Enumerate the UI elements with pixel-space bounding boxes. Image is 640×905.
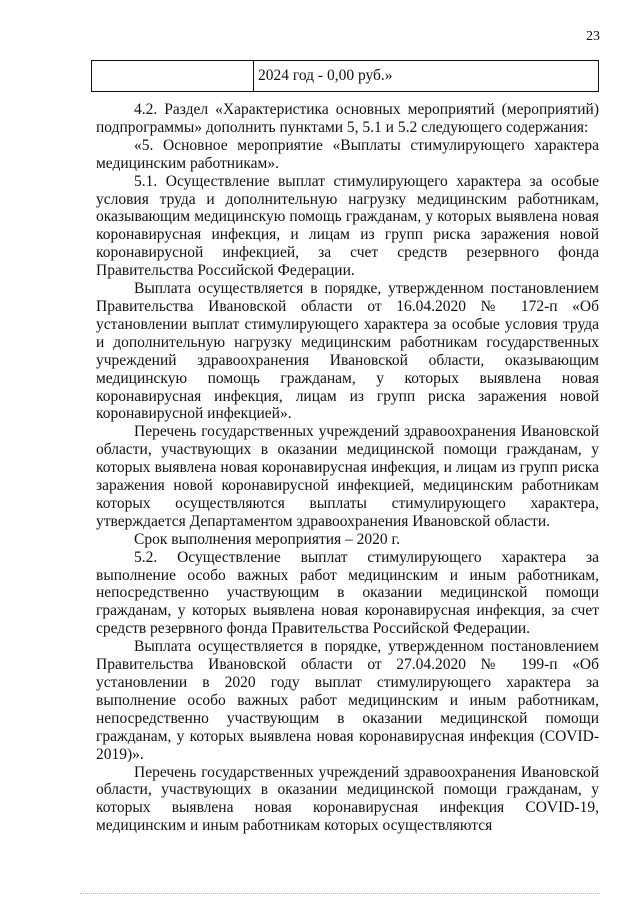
paragraph-item-5: «5. Основное мероприятие «Выплаты стимулирующего характера медицинским работникам».: [96, 136, 599, 172]
paragraph-institution-list-1: Перечень государственных учреждений здравоохранения Ивановской области, участвующих в оказании медицинской помощи гражданам, у которых выявлена новая коронавирусная инфекция, и лицам из групп риска заражения новой коронавирусной инфекцией, медицинским работникам которых осуществляются выплаты стимулирующего характера, утверждается Департаментом здравоохранения Ивановской области.: [96, 423, 599, 530]
paragraph-institution-list-2: Перечень государственных учреждений здравоохранения Ивановской области, участвующих в оказании медицинской помощи гражданам, у которых выявлена новая коронавирусная инфекция COVID-19, медицинским и иным работникам которых осуществляются: [96, 763, 599, 835]
paragraph-payment-order-2: Выплата осуществляется в порядке, утвержденном постановлением Правительства Ивановской области от 27.04.2020 № 199-п «Об установлении в 2020 году выплат стимулирующего характера за выполнение особо важных работ медицинским и иным работникам, непосредственно участвующим в оказании медицинской помощи гражданам, у которых выявлена новая коронавирусная инфекция (COVID-2019)».: [96, 638, 599, 763]
table-row: [92, 61, 599, 92]
paragraph-item-5-1: 5.1. Осуществление выплат стимулирующего характера за особые условия труда и дополнительную нагрузку медицинским работникам, оказывающим медицинскую помощь гражданам, у которых выявлена новая коронавирусная инфекция, и лицам из групп риска заражения новой коронавирусной инфекцией, за счет средств резервного фонда Правительства Российской Федерации.: [96, 172, 599, 280]
table-cell-left: [92, 61, 254, 92]
budget-table: [91, 60, 599, 92]
page-number: 23: [586, 29, 600, 44]
scan-artifact-divider: [80, 893, 600, 896]
document-body: [96, 101, 599, 835]
table-cell-right: 2024 год - 0,00 руб.»: [254, 61, 599, 92]
paragraph-payment-order-1: Выплата осуществляется в порядке, утвержденном постановлением Правительства Ивановской области от 16.04.2020 № 172-п «Об установлении выплат стимулирующего характера за особые условия труда и дополнительную нагрузку медицинским работникам государственных учреждений здравоохранения Ивановской области, оказывающим медицинскую помощь гражданам, у которых выявлена новая коронавирусная инфекция, лицам из групп риска заражения новой коронавирусной инфекцией».: [96, 280, 599, 423]
paragraph-deadline: Срок выполнения мероприятия – 2020 г.: [134, 530, 401, 548]
paragraph-item-5-2: 5.2. Осуществление выплат стимулирующего характера за выполнение особо важных работ медицинским и иным работникам, непосредственно участвующим в оказании медицинской помощи гражданам, у которых выявлена новая коронавирусная инфекция, за счет средств резервного фонда Правительства Российской Федерации.: [96, 548, 599, 638]
paragraph-4-2: 4.2. Раздел «Характеристика основных мероприятий (мероприятий) подпрограммы» дополнить пунктами 5, 5.1 и 5.2 следующего содержания:: [96, 101, 599, 136]
